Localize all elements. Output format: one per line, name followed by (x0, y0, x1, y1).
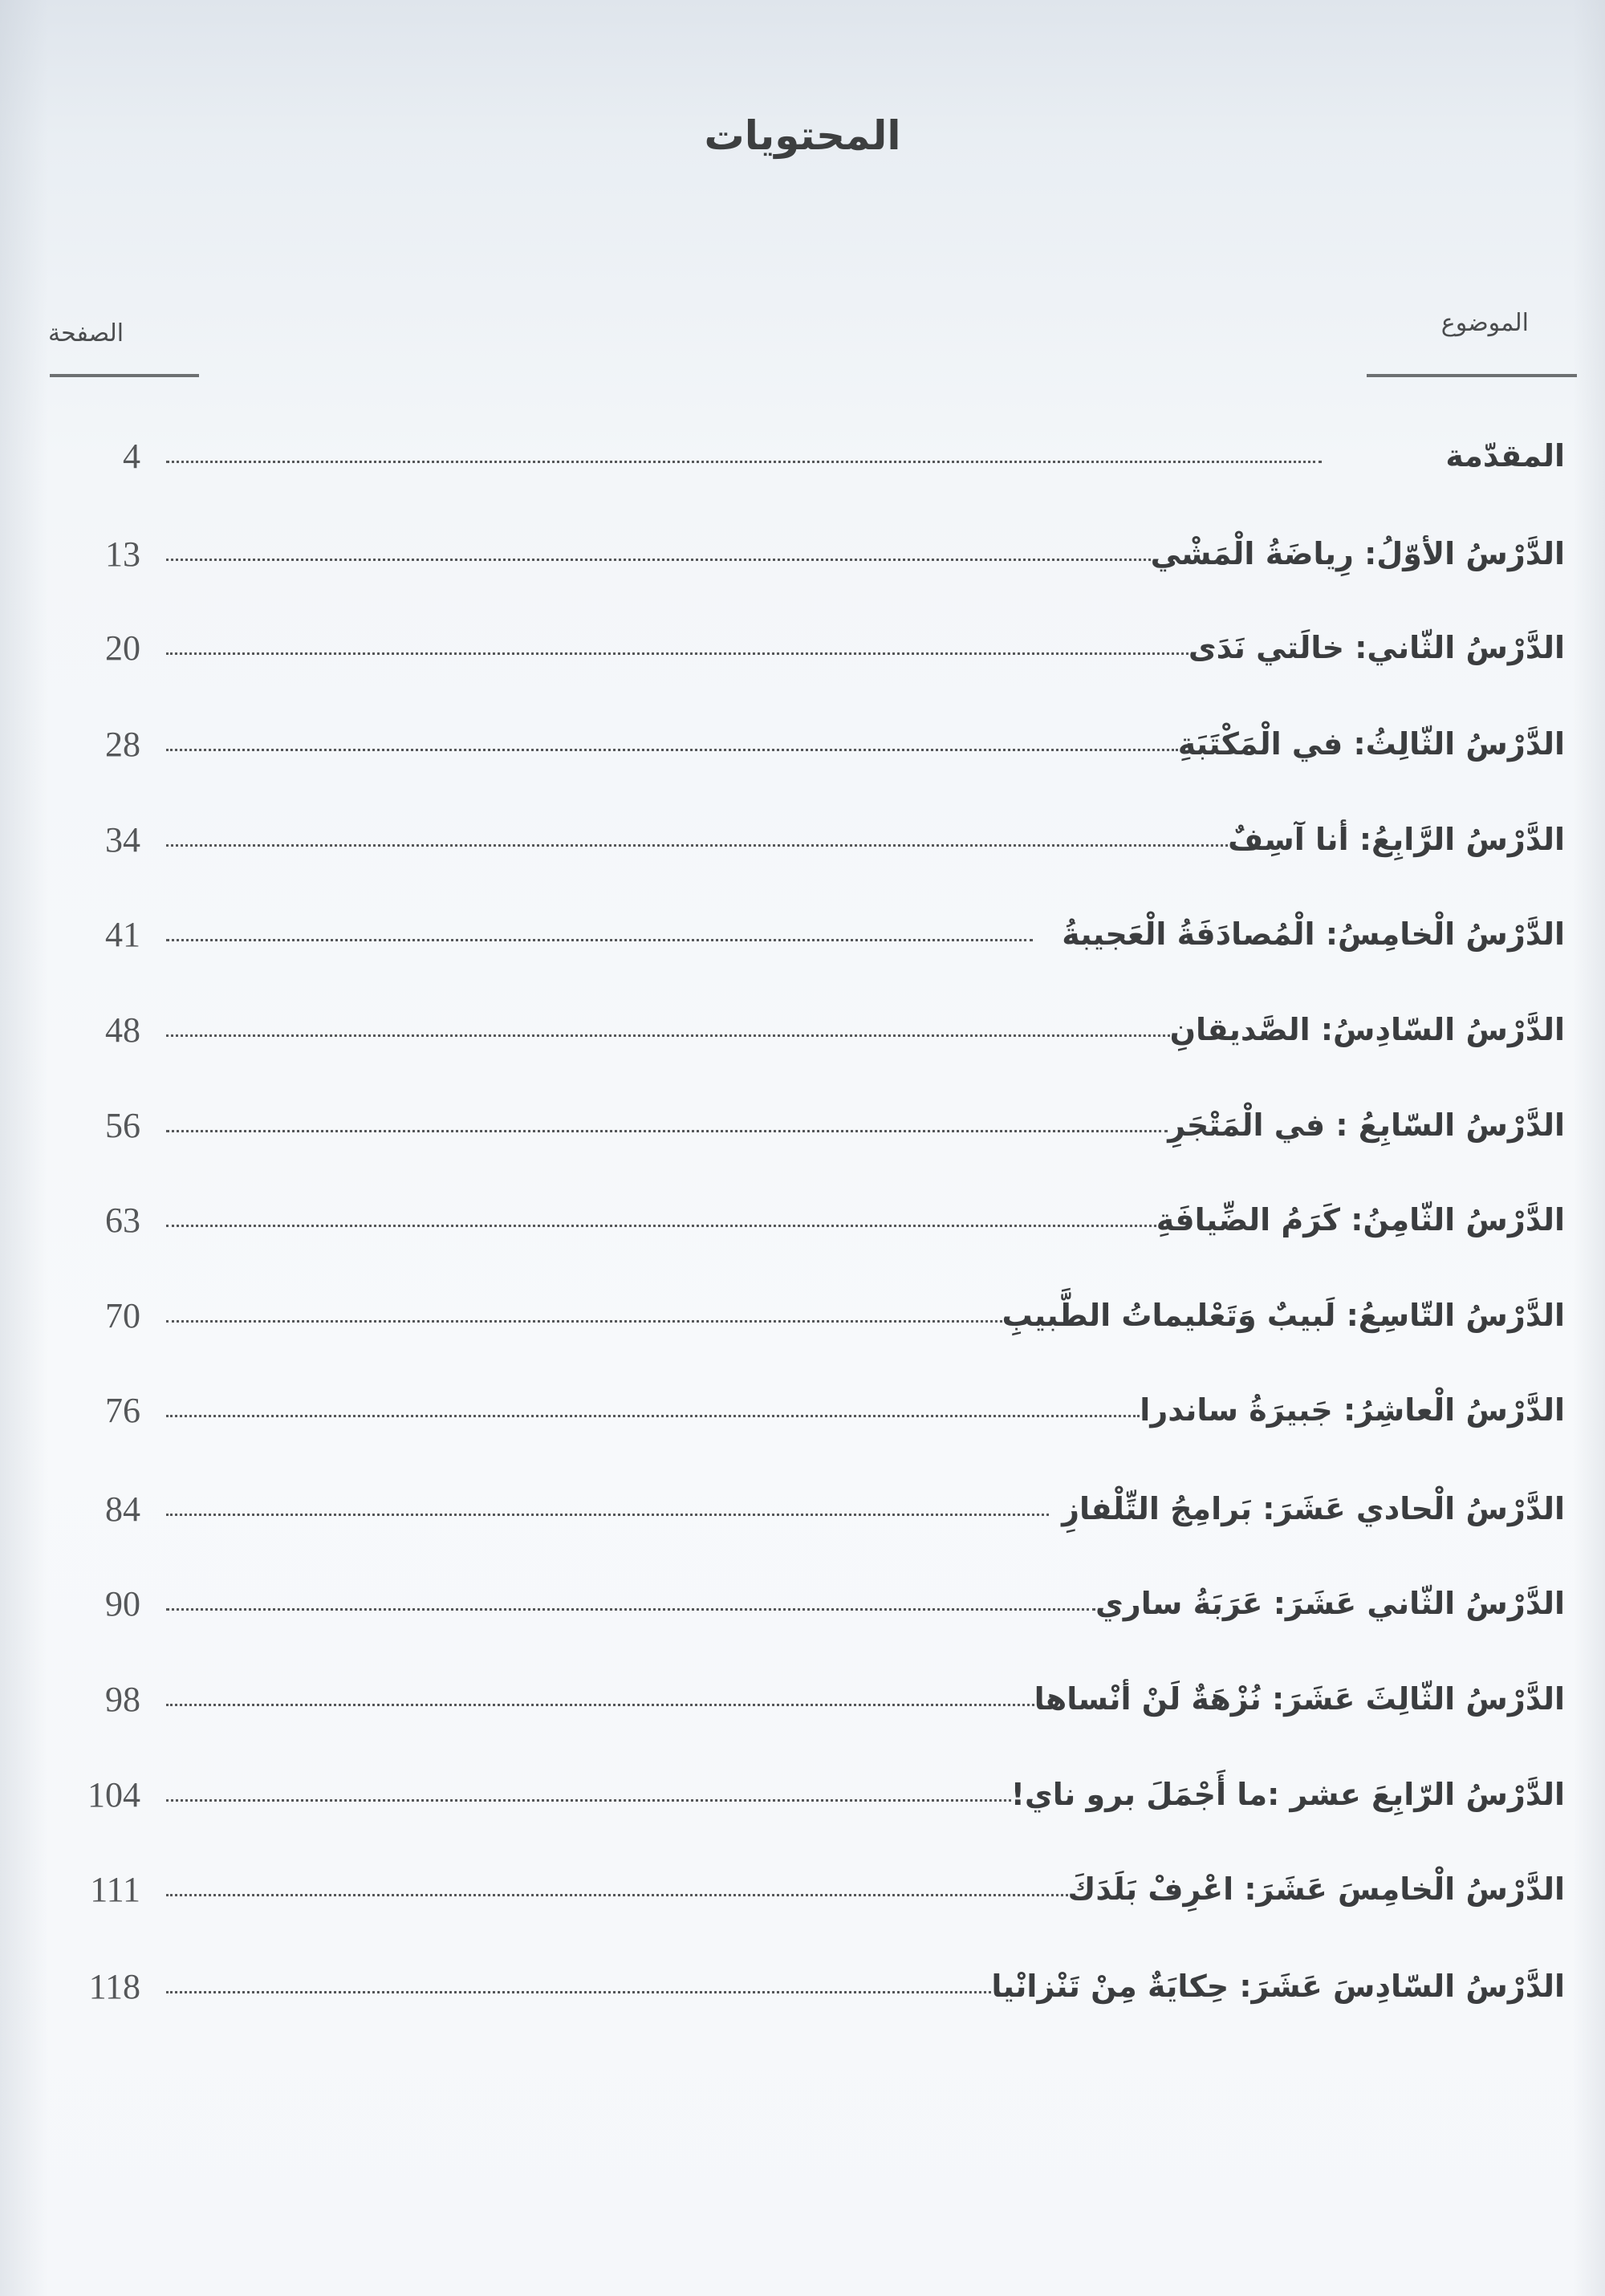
toc-entry[interactable] (48, 906, 1565, 962)
toc-page-number: 4 (123, 436, 140, 476)
toc-entry[interactable] (48, 716, 1565, 772)
toc-entry-title: الدَّرْسُ الْخامِسَ عَشَرَ: اعْرِفْ بَلَدَكَ (1067, 1871, 1565, 1907)
toc-entry[interactable] (48, 1575, 1565, 1632)
toc-entry[interactable] (48, 1192, 1565, 1248)
toc-entry-title: الدَّرْسُ الثّالِثُ: في الْمَكْتَبَةِ (1177, 726, 1565, 762)
dotted-leader (166, 1130, 1168, 1132)
toc-page-number: 104 (87, 1774, 140, 1814)
toc-entry-title: الدَّرْسُ الْعاشِرُ: جَبيرَةُ ساندرا (1140, 1392, 1565, 1428)
dotted-leader (166, 1225, 1156, 1227)
dotted-leader (166, 1799, 1011, 1802)
toc-entry-title: الدَّرْسُ الرّابِعَ عشر :ما أَجْمَلَ برو ناي! (1010, 1777, 1565, 1812)
toc-entry-title: الدَّرْسُ الثّالِثَ عَشَرَ: نُزْهَةٌ لَنْ أنْساها (1034, 1681, 1565, 1717)
toc-entry-title: المقدّمة (1445, 438, 1565, 473)
toc-page-number: 63 (105, 1200, 140, 1240)
dotted-leader (166, 749, 1178, 751)
toc-entry-title: الدَّرْسُ الثّامِنُ: كَرَمُ الضِّيافَةِ (1156, 1202, 1565, 1237)
dotted-leader (166, 1034, 1170, 1037)
toc-entry-title: الدَّرْسُ الرَّابِعُ: أنا آسِفٌ (1228, 822, 1565, 857)
page-title: المحتويات (704, 112, 901, 159)
toc-page-number: 98 (105, 1679, 140, 1719)
dotted-leader (166, 652, 1189, 655)
toc-page-number: 48 (105, 1010, 140, 1050)
dotted-leader (166, 844, 1228, 847)
dotted-leader (166, 1514, 1049, 1516)
toc-entry[interactable] (48, 1002, 1565, 1058)
toc-page-number: 20 (105, 628, 140, 668)
toc-entry[interactable] (48, 1287, 1565, 1343)
dotted-leader (166, 1894, 1068, 1896)
toc-entry[interactable] (48, 1671, 1565, 1727)
dotted-leader (166, 939, 1033, 941)
toc-entry[interactable] (48, 526, 1565, 582)
toc-page-number: 28 (105, 724, 140, 764)
dotted-leader (166, 461, 1322, 463)
toc-page-number: 90 (105, 1583, 140, 1623)
toc-entry[interactable] (48, 1097, 1565, 1153)
toc-page-number: 56 (105, 1105, 140, 1145)
column-header-page: الصفحة (48, 319, 124, 347)
toc-entry[interactable] (48, 620, 1565, 676)
toc-entry-title: الدَّرْسُ التّاسِعُ: لَبيبٌ وَتَعْليماتُ الطَّبيبِ (1002, 1298, 1565, 1333)
dotted-leader (166, 1415, 1140, 1417)
dotted-leader (166, 559, 1151, 561)
toc-entry[interactable] (48, 1481, 1565, 1537)
toc-entry[interactable] (48, 1766, 1565, 1823)
toc-page-number: 118 (88, 1966, 140, 2006)
dotted-leader (166, 1704, 1034, 1706)
toc-entry[interactable] (48, 1382, 1565, 1438)
column-header-topic: الموضوع (1440, 309, 1529, 337)
toc-entry-title: الدَّرْسُ السّادِسَ عَشَرَ: حِكايَةٌ مِنْ تَنْزانْيا (991, 1969, 1565, 2004)
toc-page-number: 111 (90, 1869, 140, 1909)
toc-entry-title: الدَّرْسُ الْخامِسُ: الْمُصادَفَةُ الْعَجيبةُ (1062, 916, 1565, 952)
toc-entry[interactable] (48, 811, 1565, 868)
toc-entry[interactable] (48, 1958, 1565, 2014)
toc-page-number: 76 (105, 1390, 140, 1430)
toc-page-number: 84 (105, 1489, 140, 1529)
dotted-leader (166, 1991, 991, 1993)
toc-page-number: 41 (105, 914, 140, 954)
toc-entry-title: الدَّرْسُ الأوّلُ: رِياضَةُ الْمَشْي (1150, 536, 1565, 571)
toc-entry-title: الدَّرْسُ السّابِعُ : في الْمَتْجَرِ (1168, 1107, 1565, 1143)
dotted-leader (166, 1320, 1002, 1323)
toc-entry-title: الدَّرْسُ الْحادي عَشَرَ: بَرامِجُ التِّلْفازِ (1062, 1491, 1565, 1526)
toc-page-number: 13 (105, 534, 140, 574)
toc-page-number: 70 (105, 1295, 140, 1335)
toc-entry[interactable] (48, 1861, 1565, 1917)
toc-entry-title: الدَّرْسُ السّادِسُ: الصَّديقانِ (1169, 1012, 1565, 1047)
toc-entry-title: الدَّرْسُ الثّاني عَشَرَ: عَرَبَةُ ساري (1095, 1586, 1565, 1621)
toc-page-number: 34 (105, 819, 140, 859)
dotted-leader (166, 1608, 1095, 1611)
toc-entry-title: الدَّرْسُ الثّاني: خالَتي نَدَى (1188, 630, 1565, 665)
toc-entry[interactable] (48, 428, 1565, 484)
